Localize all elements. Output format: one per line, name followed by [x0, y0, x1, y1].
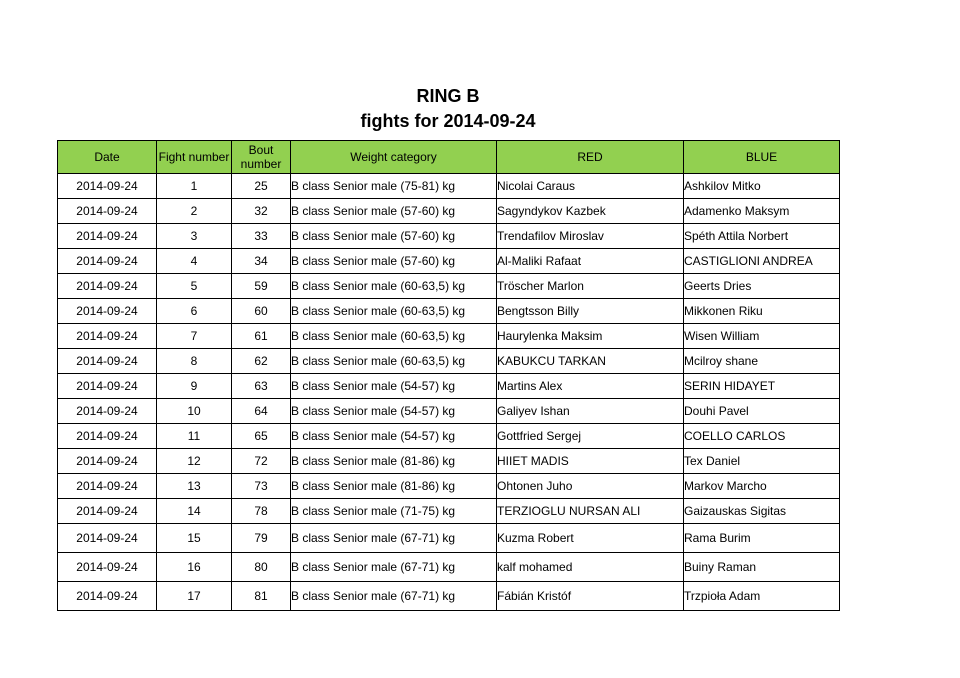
- cell-weight-category: B class Senior male (57-60) kg: [291, 199, 497, 224]
- cell-blue-fighter: Trzpioła Adam: [684, 582, 840, 611]
- cell-weight-category: B class Senior male (67-71) kg: [291, 553, 497, 582]
- cell-bout-number: 33: [232, 224, 291, 249]
- cell-date: 2014-09-24: [58, 424, 157, 449]
- table-row: [58, 449, 840, 474]
- cell-date: 2014-09-24: [58, 274, 157, 299]
- cell-fight-number: 8: [157, 349, 232, 374]
- cell-red-fighter: Tröscher Marlon: [497, 274, 684, 299]
- cell-date: 2014-09-24: [58, 449, 157, 474]
- cell-fight-number: 6: [157, 299, 232, 324]
- cell-blue-fighter: Markov Marcho: [684, 474, 840, 499]
- cell-red-fighter: Bengtsson Billy: [497, 299, 684, 324]
- cell-weight-category: B class Senior male (75-81) kg: [291, 174, 497, 199]
- cell-fight-number: 2: [157, 199, 232, 224]
- cell-weight-category: B class Senior male (57-60) kg: [291, 249, 497, 274]
- table-header-row: [58, 141, 840, 174]
- header-red: RED: [497, 141, 684, 174]
- cell-blue-fighter: Wisen William: [684, 324, 840, 349]
- cell-date: 2014-09-24: [58, 499, 157, 524]
- cell-blue-fighter: Mcilroy shane: [684, 349, 840, 374]
- cell-bout-number: 60: [232, 299, 291, 324]
- table-row: [58, 224, 840, 249]
- cell-blue-fighter: Gaizauskas Sigitas: [684, 499, 840, 524]
- cell-red-fighter: Sagyndykov Kazbek: [497, 199, 684, 224]
- cell-weight-category: B class Senior male (67-71) kg: [291, 524, 497, 553]
- cell-bout-number: 25: [232, 174, 291, 199]
- cell-red-fighter: Haurylenka Maksim: [497, 324, 684, 349]
- cell-date: 2014-09-24: [58, 349, 157, 374]
- fights-date-title: fights for 2014-09-24: [360, 111, 536, 131]
- cell-bout-number: 61: [232, 324, 291, 349]
- cell-blue-fighter: Tex Daniel: [684, 449, 840, 474]
- table-row: [58, 582, 840, 611]
- cell-date: 2014-09-24: [58, 174, 157, 199]
- cell-bout-number: 34: [232, 249, 291, 274]
- cell-fight-number: 9: [157, 374, 232, 399]
- table-row: [58, 324, 840, 349]
- cell-weight-category: B class Senior male (54-57) kg: [291, 424, 497, 449]
- table-row: [58, 374, 840, 399]
- cell-fight-number: 16: [157, 553, 232, 582]
- cell-fight-number: 12: [157, 449, 232, 474]
- cell-blue-fighter: Buiny Raman: [684, 553, 840, 582]
- cell-red-fighter: KABUKCU TARKAN: [497, 349, 684, 374]
- cell-fight-number: 11: [157, 424, 232, 449]
- cell-weight-category: B class Senior male (81-86) kg: [291, 449, 497, 474]
- cell-weight-category: B class Senior male (81-86) kg: [291, 474, 497, 499]
- cell-date: 2014-09-24: [58, 553, 157, 582]
- header-blue: BLUE: [684, 141, 840, 174]
- table-row: [58, 474, 840, 499]
- cell-weight-category: B class Senior male (60-63,5) kg: [291, 324, 497, 349]
- cell-date: 2014-09-24: [58, 474, 157, 499]
- cell-blue-fighter: Geerts Dries: [684, 274, 840, 299]
- cell-bout-number: 59: [232, 274, 291, 299]
- cell-bout-number: 65: [232, 424, 291, 449]
- cell-red-fighter: TERZIOGLU NURSAN ALI: [497, 499, 684, 524]
- cell-weight-category: B class Senior male (67-71) kg: [291, 582, 497, 611]
- table-row: [58, 424, 840, 449]
- cell-blue-fighter: COELLO CARLOS: [684, 424, 840, 449]
- cell-date: 2014-09-24: [58, 299, 157, 324]
- cell-bout-number: 62: [232, 349, 291, 374]
- cell-red-fighter: Galiyev Ishan: [497, 399, 684, 424]
- ring-title: RING B: [416, 86, 480, 106]
- cell-bout-number: 72: [232, 449, 291, 474]
- table-row: [58, 199, 840, 224]
- table-row: [58, 553, 840, 582]
- cell-blue-fighter: SERIN HIDAYET: [684, 374, 840, 399]
- table-row: [58, 249, 840, 274]
- cell-red-fighter: Al-Maliki Rafaat: [497, 249, 684, 274]
- cell-bout-number: 81: [232, 582, 291, 611]
- cell-date: 2014-09-24: [58, 224, 157, 249]
- cell-weight-category: B class Senior male (54-57) kg: [291, 374, 497, 399]
- cell-red-fighter: Ohtonen Juho: [497, 474, 684, 499]
- header-fight-number: Fight number: [157, 141, 232, 174]
- cell-weight-category: B class Senior male (54-57) kg: [291, 399, 497, 424]
- cell-red-fighter: Kuzma Robert: [497, 524, 684, 553]
- fight-schedule-table: [57, 140, 840, 611]
- cell-blue-fighter: Mikkonen Riku: [684, 299, 840, 324]
- table-row: [58, 274, 840, 299]
- cell-fight-number: 10: [157, 399, 232, 424]
- cell-blue-fighter: Rama Burim: [684, 524, 840, 553]
- cell-red-fighter: Martins Alex: [497, 374, 684, 399]
- cell-red-fighter: HIIET MADIS: [497, 449, 684, 474]
- cell-date: 2014-09-24: [58, 399, 157, 424]
- cell-date: 2014-09-24: [58, 324, 157, 349]
- cell-blue-fighter: Douhi Pavel: [684, 399, 840, 424]
- cell-weight-category: B class Senior male (60-63,5) kg: [291, 274, 497, 299]
- cell-bout-number: 32: [232, 199, 291, 224]
- cell-fight-number: 17: [157, 582, 232, 611]
- cell-red-fighter: kalf mohamed: [497, 553, 684, 582]
- cell-bout-number: 78: [232, 499, 291, 524]
- cell-date: 2014-09-24: [58, 199, 157, 224]
- cell-fight-number: 15: [157, 524, 232, 553]
- table-row: [58, 174, 840, 199]
- cell-date: 2014-09-24: [58, 524, 157, 553]
- cell-weight-category: B class Senior male (60-63,5) kg: [291, 299, 497, 324]
- cell-weight-category: B class Senior male (60-63,5) kg: [291, 349, 497, 374]
- table-row: [58, 499, 840, 524]
- header-date: Date: [58, 141, 157, 174]
- cell-date: 2014-09-24: [58, 249, 157, 274]
- cell-fight-number: 13: [157, 474, 232, 499]
- cell-bout-number: 73: [232, 474, 291, 499]
- cell-weight-category: B class Senior male (57-60) kg: [291, 224, 497, 249]
- cell-fight-number: 14: [157, 499, 232, 524]
- cell-blue-fighter: Spéth Attila Norbert: [684, 224, 840, 249]
- cell-fight-number: 5: [157, 274, 232, 299]
- page-title: [0, 84, 896, 134]
- cell-fight-number: 1: [157, 174, 232, 199]
- table-row: [58, 299, 840, 324]
- cell-fight-number: 7: [157, 324, 232, 349]
- table-row: [58, 399, 840, 424]
- cell-date: 2014-09-24: [58, 582, 157, 611]
- header-weight-category: Weight category: [291, 141, 497, 174]
- cell-blue-fighter: CASTIGLIONI ANDREA: [684, 249, 840, 274]
- cell-red-fighter: Gottfried Sergej: [497, 424, 684, 449]
- cell-red-fighter: Nicolai Caraus: [497, 174, 684, 199]
- cell-bout-number: 64: [232, 399, 291, 424]
- cell-date: 2014-09-24: [58, 374, 157, 399]
- header-bout-number: Bout number: [232, 141, 291, 174]
- cell-red-fighter: Fábián Kristóf: [497, 582, 684, 611]
- cell-red-fighter: Trendafilov Miroslav: [497, 224, 684, 249]
- cell-bout-number: 79: [232, 524, 291, 553]
- cell-weight-category: B class Senior male (71-75) kg: [291, 499, 497, 524]
- cell-bout-number: 80: [232, 553, 291, 582]
- cell-blue-fighter: Ashkilov Mitko: [684, 174, 840, 199]
- cell-fight-number: 3: [157, 224, 232, 249]
- table-row: [58, 524, 840, 553]
- table-row: [58, 349, 840, 374]
- cell-fight-number: 4: [157, 249, 232, 274]
- cell-blue-fighter: Adamenko Maksym: [684, 199, 840, 224]
- cell-bout-number: 63: [232, 374, 291, 399]
